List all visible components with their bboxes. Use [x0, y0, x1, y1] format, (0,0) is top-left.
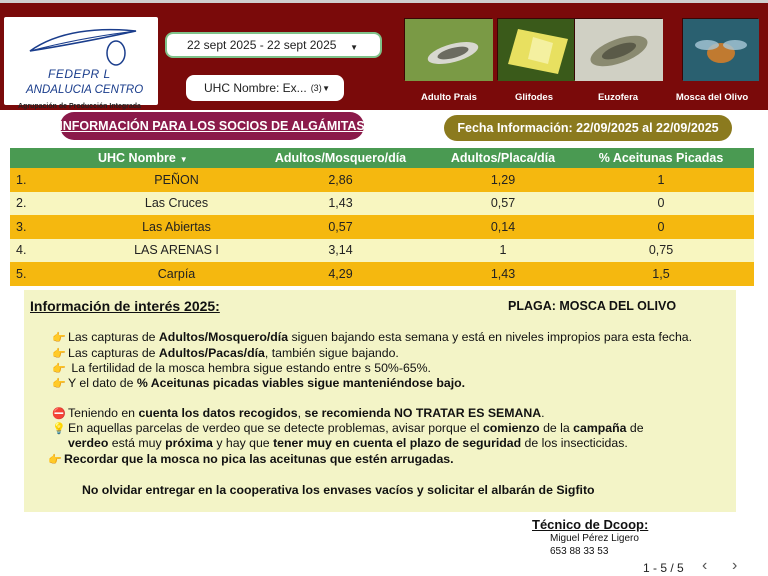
- thumb-label-mosca-olivo: Mosca del Olivo: [675, 92, 749, 103]
- col-header-adultos-mosquero[interactable]: Adultos/Mosquero/día: [274, 151, 407, 165]
- pointing-hand-icon: 👉: [52, 363, 66, 375]
- pointing-hand-icon: 👉: [52, 378, 66, 390]
- caret-down-icon: ▼: [322, 84, 330, 93]
- info-panel: [24, 290, 736, 512]
- thumb-euzofera: [574, 18, 662, 80]
- chevron-left-icon[interactable]: ‹: [702, 557, 708, 574]
- logo-text-fedeprol: FEDEPR L: [48, 67, 111, 81]
- fly-icon: [683, 19, 759, 81]
- uhc-filter-dropdown[interactable]: [186, 75, 344, 101]
- header-bar: [0, 0, 768, 110]
- caret-down-icon: ▼: [350, 43, 358, 52]
- info-line: 👉 La fertilidad de la mosca hembra sigue estando entre s 50%-65%.: [52, 361, 431, 375]
- info-line: 👉 Las capturas de Adultos/Pacas/día, también sigue bajando.: [52, 346, 399, 360]
- table-row: 3. Las Abiertas 0,57 0,14 0: [10, 215, 754, 239]
- pointing-hand-icon: 👉: [48, 454, 62, 466]
- info-line: ⛔ Teniendo en cuenta los datos recogidos, se recomienda NO TRATAR ES SEMANA.: [52, 406, 545, 420]
- uhc-filter-label: UHC Nombre: Ex...: [204, 81, 307, 95]
- chevron-right-icon[interactable]: ›: [732, 557, 738, 574]
- moth-icon: [405, 19, 493, 81]
- table-header: [10, 148, 754, 168]
- fedeprol-logo: [4, 17, 158, 110]
- info-line: 👉 Las capturas de Adultos/Mosquero/día siguen bajando esta semana y está en niveles impropios para esta fecha.: [52, 330, 693, 344]
- thumb-glifodes: [497, 18, 585, 80]
- col-header-uhc-nombre[interactable]: UHC Nombre ▼: [98, 151, 188, 165]
- table-row: 4. LAS ARENAS I 3,14 1 0,75: [10, 239, 754, 263]
- info-line: 👉 Y el dato de % Aceitunas picadas viables sigue manteniéndose bajo.: [52, 376, 466, 390]
- table-row: 1. PEÑON 2,86 1,29 1: [10, 168, 754, 192]
- moth-icon: [498, 19, 586, 81]
- plaga-label: PLAGA: MOSCA DEL OLIVO: [508, 299, 677, 313]
- uhc-table: [10, 148, 754, 286]
- thumb-mosca-olivo: [682, 18, 758, 80]
- olive-leaf-icon: [28, 23, 138, 67]
- thumb-adulto-prais: [404, 18, 492, 80]
- no-entry-icon: ⛔: [52, 408, 66, 420]
- thumb-label-euzofera: Euzofera: [597, 92, 639, 103]
- pointing-hand-icon: 👉: [52, 332, 66, 344]
- info-line: 💡 En aquellas parcelas de verdeo que se detecte problemas, avisar porque el comienzo de la campaña de: [52, 421, 644, 435]
- info-title: Información de interés 2025:: [30, 298, 220, 314]
- info-line: verdeo está muy próxima y hay que tener muy en cuenta el plazo de seguridad de los insecticidas.: [68, 436, 628, 450]
- sort-desc-icon: ▼: [179, 155, 188, 164]
- date-range-picker[interactable]: [165, 32, 382, 58]
- tecnico-phone: 653 88 33 53: [550, 546, 609, 557]
- lightbulb-icon: 💡: [52, 423, 66, 435]
- uhc-filter-count: (3): [310, 83, 322, 93]
- socios-title-pill: INFORMACIÓN PARA LOS SOCIOS DE ALGÁMITAS: [60, 112, 364, 140]
- col-header-aceitunas-picadas[interactable]: % Aceitunas Picadas: [598, 151, 724, 165]
- pointing-hand-icon: 👉: [52, 348, 66, 360]
- info-line: No olvidar entregar en la cooperativa los envases vacíos y solicitar el albarán de Sigfito: [82, 483, 595, 497]
- thumb-label-glifodes: Glifodes: [514, 92, 553, 103]
- table-row: 2. Las Cruces 1,43 0,57 0: [10, 192, 754, 216]
- table-row: 5. Carpía 4,29 1,43 1,5: [10, 262, 754, 286]
- tecnico-name: Miguel Pérez Ligero: [550, 533, 639, 544]
- logo-text-agrupacion: Agrupación de Producción Integrada: [18, 103, 141, 110]
- date-range-label: 22 sept 2025 - 22 sept 2025: [187, 38, 337, 52]
- moth-icon: [575, 19, 663, 81]
- pagination-label: 1 - 5 / 5: [643, 561, 684, 575]
- fecha-informacion-pill: Fecha Información: 22/09/2025 al 22/09/2025: [444, 115, 732, 141]
- thumb-label-adulto-prais: Adulto Prais: [421, 92, 477, 103]
- logo-text-andalucia: ANDALUCIA CENTRO: [26, 84, 144, 96]
- info-line: 👉 Recordar que la mosca no pica las aceitunas que estén arrugadas.: [48, 452, 454, 466]
- tecnico-title: Técnico de Dcoop:: [532, 517, 649, 532]
- col-header-adultos-placa[interactable]: Adultos/Placa/día: [450, 151, 556, 165]
